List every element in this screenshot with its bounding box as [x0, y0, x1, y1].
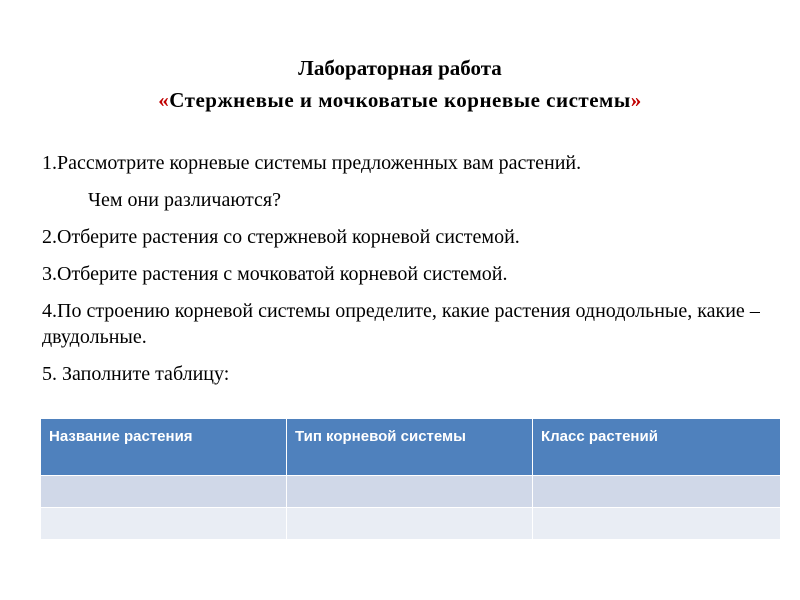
instructions-list	[42, 150, 772, 387]
open-quote: «	[158, 88, 170, 112]
table-cell[interactable]	[41, 508, 287, 540]
table-row	[41, 508, 781, 540]
step-3: 3.Отберите растения с мочковатой корневой системой.	[42, 263, 508, 285]
table-header-row	[41, 419, 781, 476]
header-plant-class: Класс растений	[533, 419, 781, 476]
step-4: 4.По строению корневой системы определите, какие растения однодольные, какие – двудольные.	[42, 300, 760, 348]
step-1-continuation: Чем они различаются?	[88, 189, 281, 211]
step-5: 5. Заполните таблицу:	[42, 363, 230, 385]
title-topic: Стержневые и мочковатые корневые системы	[169, 88, 631, 112]
table-cell[interactable]	[533, 508, 781, 540]
table-cell[interactable]	[41, 476, 287, 508]
header-plant-name: Название растения	[41, 419, 287, 476]
title-line-1: Лабораторная работа	[298, 56, 502, 80]
step-1	[42, 150, 772, 213]
plant-table	[40, 418, 781, 540]
close-quote: »	[630, 88, 642, 112]
step-1-text: 1.Рассмотрите корневые системы предложенных вам растений.	[42, 152, 582, 174]
table-cell[interactable]	[533, 476, 781, 508]
table-cell[interactable]	[287, 508, 533, 540]
table-row	[41, 476, 781, 508]
title-line-2	[0, 88, 800, 113]
step-2: 2.Отберите растения со стержневой корневой системой.	[42, 226, 520, 248]
table-cell[interactable]	[287, 476, 533, 508]
header-root-type: Тип корневой системы	[287, 419, 533, 476]
